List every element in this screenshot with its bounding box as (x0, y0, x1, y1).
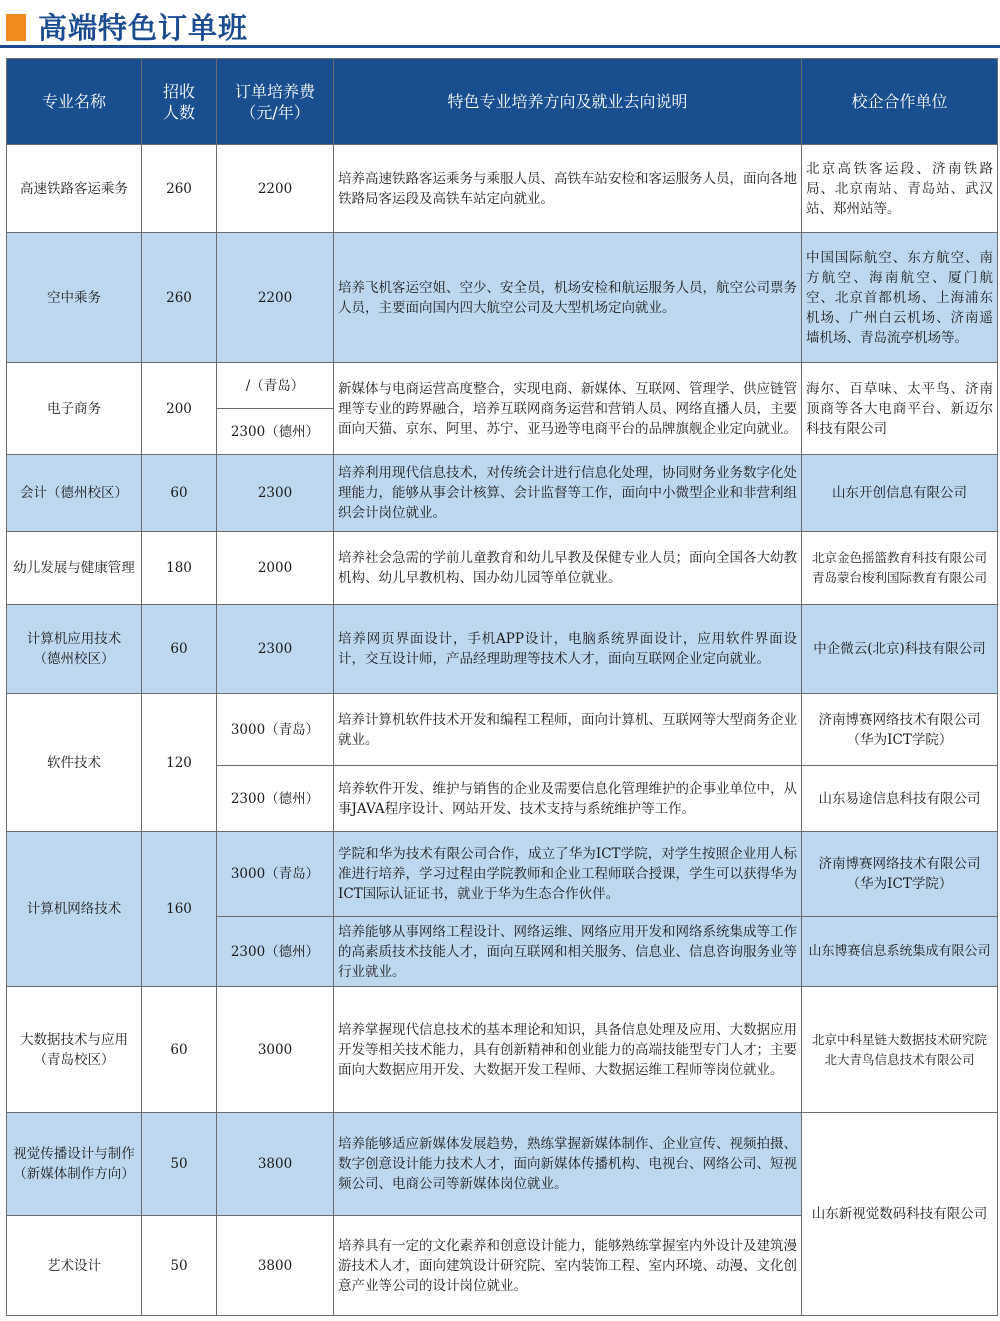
table-row (7, 455, 998, 532)
training-fee-qingdao: /（青岛） (217, 363, 334, 409)
major-name: 软件技术 (7, 694, 142, 832)
major-name: 计算机网络技术 (7, 832, 142, 987)
enroll-count: 260 (142, 145, 217, 233)
page-header (0, 0, 1000, 52)
partner-units: 山东开创信息有限公司 (802, 455, 998, 532)
enroll-count: 180 (142, 532, 217, 605)
major-name: 会计（德州校区） (7, 455, 142, 532)
title-underline (0, 45, 1000, 48)
training-fee-dezhou: 2300（德州） (217, 917, 334, 987)
partner-unit-line: 济南博赛网络技术有限公司 (818, 711, 981, 728)
page-title: 高端特色订单班 (38, 11, 249, 45)
major-name: 高速铁路客运乘务 (7, 145, 142, 233)
header-description-text: 特色专业培养方向及就业去向说明 (447, 92, 688, 111)
table-row (7, 987, 998, 1113)
major-name: 空中乘务 (7, 233, 142, 363)
partner-units: 山东易途信息科技有限公司 (802, 766, 998, 832)
enroll-count: 60 (142, 605, 217, 694)
major-description: 培养计算机软件技术开发和编程工程师，面向计算机、互联网等大型商务企业就业。 (334, 694, 802, 766)
table-row (7, 363, 998, 409)
partner-unit-line: 北京中科星链大数据技术研究院 (811, 1031, 987, 1047)
major-description: 培养具有一定的文化素养和创意设计能力，能够熟练掌握室内外设计及建筑漫游技术人才，面向建筑设计研究院、室内装饰工程、室内环境、动漫、文化创意产业等公司的设计岗位就业。 (334, 1216, 802, 1316)
major-name: 幼儿发展与健康管理 (7, 532, 142, 605)
partner-units: 山东新视觉数码科技有限公司 (802, 1113, 998, 1316)
enroll-count: 60 (142, 455, 217, 532)
training-fee: 2000 (217, 532, 334, 605)
header-partner-text: 校企合作单位 (851, 92, 948, 111)
enroll-count: 120 (142, 694, 217, 832)
header-major-text: 专业名称 (41, 92, 106, 111)
major-name-line: （青岛校区） (33, 1051, 115, 1068)
training-fee: 2200 (217, 233, 334, 363)
partner-unit-line: 北京金色摇篮教育科技有限公司 (811, 550, 987, 565)
enroll-count: 50 (142, 1113, 217, 1216)
enroll-count: 260 (142, 233, 217, 363)
partner-units (802, 694, 998, 766)
major-description: 培养掌握现代信息技术的基本理论和知识，具备信息处理及应用、大数据应用开发等相关技术能力，具有创新精神和创业能力的高端技能型专门人才；主要面向大数据应用开发、大数据开发工程师、大数据运维工程师等岗位就业。 (334, 987, 802, 1113)
major-description: 培养社会急需的学前儿童教育和幼儿早教及保健专业人员；面向全国各大幼教机构、幼儿早教机构、国办幼儿园等单位就业。 (334, 532, 802, 605)
major-description: 新媒体与电商运营高度整合，实现电商、新媒体、互联网、管理学、供应链管理等专业的跨界融合，培养互联网商务运营和营销人员、网络直播人员，主要面向天猫、京东、阿里、苏宁、亚马逊等电商平台的品牌旗舰企业定向就业。 (334, 363, 802, 455)
partner-units: 北京高铁客运段、济南铁路局、北京南站、青岛站、武汉站、郑州站等。 (802, 145, 998, 233)
major-description: 培养软件开发、维护与销售的企业及需要信息化管理维护的企事业单位中，从事JAVA程序设计、网站开发、技术支持与系统维护等工作。 (334, 766, 802, 832)
major-name: 电子商务 (7, 363, 142, 455)
training-fee: 3000 (217, 987, 334, 1113)
training-fee-dezhou: 2300（德州） (217, 409, 334, 455)
header-count-text: 招收 人数 (162, 81, 195, 122)
partner-units (802, 532, 998, 605)
table-row (7, 532, 998, 605)
table-row (7, 605, 998, 694)
header-fee-text: 订单培养费 （元/年） (234, 81, 315, 122)
major-name (7, 1113, 142, 1216)
order-class-table (6, 58, 998, 1316)
enroll-count: 160 (142, 832, 217, 987)
major-description: 培养高速铁路客运乘务与乘服人员、高铁车站安检和客运服务人员，面向各地铁路局客运段及高铁车站定向就业。 (334, 145, 802, 233)
partner-units: 中企微云(北京)科技有限公司 (802, 605, 998, 694)
table-row (7, 145, 998, 233)
training-fee: 3800 (217, 1216, 334, 1316)
major-name (7, 605, 142, 694)
partner-unit-line: 济南博赛网络技术有限公司 (818, 856, 981, 872)
major-name-line: 大数据技术与应用 (20, 1031, 128, 1048)
major-name: 艺术设计 (7, 1216, 142, 1316)
training-fee: 2200 (217, 145, 334, 233)
major-description: 培养利用现代信息技术，对传统会计进行信息化处理，协同财务业务数字化处理能力，能够从事会计核算、会计监督等工作，面向中小微型企业和非营利组织会计岗位就业。 (334, 455, 802, 532)
header-count (142, 59, 217, 145)
major-description: 培养能够从事网络工程设计、网络运维、网络应用开发和网络系统集成等工作的高素质技术技能人才，面向互联网和相关服务、信息业、信息咨询服务业等行业就业。 (334, 917, 802, 987)
partner-unit-line: 青岛蒙台梭利国际教育有限公司 (811, 570, 987, 585)
table-row (7, 1113, 998, 1216)
header-fee (217, 59, 334, 145)
partner-units (802, 987, 998, 1113)
partner-units: 中国国际航空、东方航空、南方航空、海南航空、厦门航空、北京首都机场、上海浦东机场、广州白云机场、济南遥墙机场、青岛流亭机场等。 (802, 233, 998, 363)
major-name-line: （德州校区） (33, 651, 115, 667)
table-row (7, 233, 998, 363)
partner-unit-line: （华为ICT学院） (846, 731, 953, 748)
header-partner (802, 59, 998, 145)
training-fee-qingdao: 3000（青岛） (217, 832, 334, 917)
table-row (7, 694, 998, 766)
enroll-count: 200 (142, 363, 217, 455)
header-description (334, 59, 802, 145)
partner-unit-line: 北大青鸟信息技术有限公司 (824, 1051, 975, 1067)
training-fee: 2300 (217, 605, 334, 694)
training-fee-dezhou: 2300（德州） (217, 766, 334, 832)
major-description: 学院和华为技术有限公司合作，成立了华为ICT学院，对学生按照企业用人标准进行培养，学习过程由学院教师和企业工程师联合授课，学生可以获得华为ICT国际认证证书，就业于华为生态合作伙伴。 (334, 832, 802, 917)
table-row (7, 832, 998, 917)
major-name (7, 987, 142, 1113)
partner-units: 海尔、百草味、太平鸟、济南顶商等各大电商平台、新迈尔科技有限公司 (802, 363, 998, 455)
training-fee-qingdao: 3000（青岛） (217, 694, 334, 766)
orange-marker-icon (6, 14, 26, 41)
partner-units: 山东博赛信息系统集成有限公司 (802, 917, 998, 987)
major-description: 培养能够适应新媒体发展趋势，熟练掌握新媒体制作、企业宣传、视频拍摄、数字创意设计能力技术人才，面向新媒体传播机构、电视台、网络公司、短视频公司、电商公司等新媒体岗位就业。 (334, 1113, 802, 1216)
partner-unit-line: （华为ICT学院） (846, 876, 953, 892)
enroll-count: 60 (142, 987, 217, 1113)
table-header-row (7, 59, 998, 145)
training-fee: 3800 (217, 1113, 334, 1216)
major-description: 培养飞机客运空姐、空少、安全员，机场安检和航运服务人员，航空公司票务人员，主要面向国内四大航空公司及大型机场定向就业。 (334, 233, 802, 363)
enroll-count: 50 (142, 1216, 217, 1316)
major-name-line: （新媒体制作方向） (13, 1166, 135, 1182)
major-name-line: 视觉传播设计与制作 (13, 1146, 135, 1162)
partner-units (802, 832, 998, 917)
header-major (7, 59, 142, 145)
major-description: 培养网页界面设计，手机APP设计，电脑系统界面设计，应用软件界面设计，交互设计师，产品经理助理等技术人才，面向互联网企业定向就业。 (334, 605, 802, 694)
training-fee: 2300 (217, 455, 334, 532)
major-name-line: 计算机应用技术 (26, 631, 122, 647)
